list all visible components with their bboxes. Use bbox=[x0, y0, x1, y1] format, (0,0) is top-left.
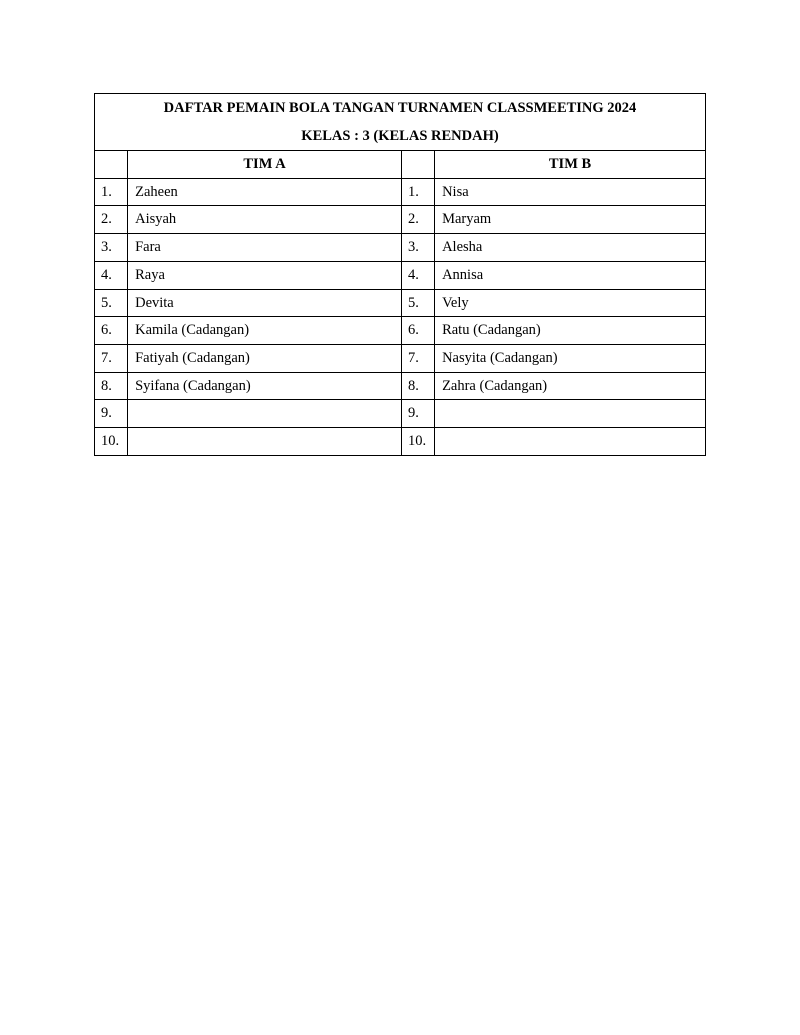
player-name-a: Devita bbox=[128, 289, 402, 317]
player-name-a: Syifana (Cadangan) bbox=[128, 372, 402, 400]
player-name-a: Aisyah bbox=[128, 206, 402, 234]
document-title bbox=[95, 94, 706, 151]
player-name-b: Maryam bbox=[435, 206, 706, 234]
player-number-b: 3. bbox=[401, 234, 434, 262]
player-number-b: 9. bbox=[401, 400, 434, 428]
player-number-a: 1. bbox=[95, 178, 128, 206]
player-number-a: 5. bbox=[95, 289, 128, 317]
player-name-b bbox=[435, 400, 706, 428]
player-number-b: 8. bbox=[401, 372, 434, 400]
player-number-b: 4. bbox=[401, 261, 434, 289]
table-row bbox=[95, 178, 706, 206]
player-name-b bbox=[435, 428, 706, 456]
table-row bbox=[95, 317, 706, 345]
table-row bbox=[95, 400, 706, 428]
table-row bbox=[95, 206, 706, 234]
player-name-b: Zahra (Cadangan) bbox=[435, 372, 706, 400]
header-num-a bbox=[95, 151, 128, 179]
table-row bbox=[95, 289, 706, 317]
player-number-a: 6. bbox=[95, 317, 128, 345]
header-num-b bbox=[401, 151, 434, 179]
player-name-b: Vely bbox=[435, 289, 706, 317]
title-row bbox=[95, 94, 706, 151]
table-row bbox=[95, 261, 706, 289]
player-number-a: 4. bbox=[95, 261, 128, 289]
player-number-a: 8. bbox=[95, 372, 128, 400]
title-line-1: DAFTAR PEMAIN BOLA TANGAN TURNAMEN CLASSMEETING 2024 bbox=[163, 100, 637, 116]
player-name-b: Ratu (Cadangan) bbox=[435, 317, 706, 345]
player-name-a: Fara bbox=[128, 234, 402, 262]
roster-table bbox=[94, 93, 706, 456]
player-number-b: 1. bbox=[401, 178, 434, 206]
player-name-a: Kamila (Cadangan) bbox=[128, 317, 402, 345]
player-name-b: Nisa bbox=[435, 178, 706, 206]
player-name-b: Alesha bbox=[435, 234, 706, 262]
player-number-a: 10. bbox=[95, 428, 128, 456]
player-name-a: Zaheen bbox=[128, 178, 402, 206]
player-name-a: Raya bbox=[128, 261, 402, 289]
title-line-2: KELAS : 3 (KELAS RENDAH) bbox=[301, 128, 499, 144]
player-number-b: 7. bbox=[401, 344, 434, 372]
player-name-b: Nasyita (Cadangan) bbox=[435, 344, 706, 372]
player-name-a: Fatiyah (Cadangan) bbox=[128, 344, 402, 372]
table-row bbox=[95, 344, 706, 372]
player-number-b: 6. bbox=[401, 317, 434, 345]
player-number-a: 3. bbox=[95, 234, 128, 262]
player-number-b: 10. bbox=[401, 428, 434, 456]
team-header-row bbox=[95, 151, 706, 179]
player-name-b: Annisa bbox=[435, 261, 706, 289]
player-number-a: 9. bbox=[95, 400, 128, 428]
player-number-a: 2. bbox=[95, 206, 128, 234]
player-name-a bbox=[128, 400, 402, 428]
player-number-b: 2. bbox=[401, 206, 434, 234]
player-number-b: 5. bbox=[401, 289, 434, 317]
table-row bbox=[95, 234, 706, 262]
table-row bbox=[95, 372, 706, 400]
header-team-b: TIM B bbox=[435, 151, 706, 179]
player-number-a: 7. bbox=[95, 344, 128, 372]
player-name-a bbox=[128, 428, 402, 456]
table-row bbox=[95, 428, 706, 456]
header-team-a: TIM A bbox=[128, 151, 402, 179]
